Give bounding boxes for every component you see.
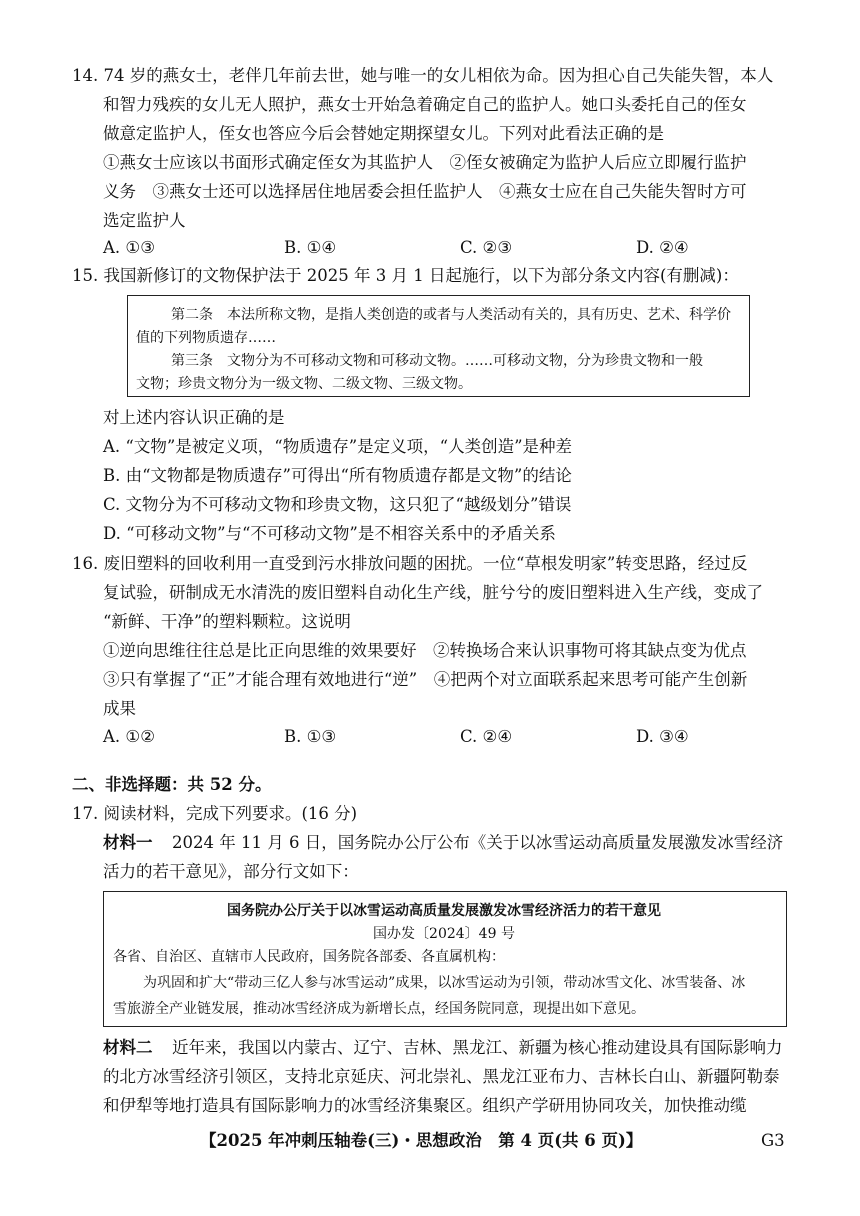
q16-line-5: ③只有掌握了“正”才能合理有效地进行“逆” ④把两个对立面联系起来思考可能产生创新 — [103, 670, 748, 689]
q17-stem: 17. 阅读材料，完成下列要求。(16 分) — [72, 804, 358, 823]
q17-document-title: 国务院办公厅关于以冰雪运动高质量发展激发冰雪经济活力的若干意见 — [227, 903, 661, 919]
q16-option-b: B. ①③ — [284, 727, 337, 746]
q15-box-line-3: 第三条 文物分为不可移动文物和可移动文物。……可移动文物，分为珍贵文物和一般 — [171, 353, 703, 369]
q15-box-line-4: 文物；珍贵文物分为一级文物、二级文物、三级文物。 — [136, 376, 472, 392]
q17-material-1-line-2: 活力的若干意见》，部分行文如下： — [103, 862, 359, 881]
q16-option-a: A. ①② — [103, 727, 155, 746]
q14-option-b: B. ①④ — [284, 238, 337, 257]
q14-option-d: D. ②④ — [636, 238, 689, 257]
q15-option-b: B. 由“文物都是物质遗存”可得出“所有物质遗存都是文物”的结论 — [103, 466, 572, 485]
q17-document-body-line-2: 雪旅游全产业链发展，推动冰雪经济成为新增长点，经国务院同意，现提出如下意见。 — [113, 1001, 645, 1017]
q14-line-1: 14. 74 岁的燕女士，老伴几年前去世，她与唯一的女儿相依为命。因为担心自己失能失智，本人 — [72, 66, 774, 85]
q14-line-5: 义务 ③燕女士还可以选择居住地居委会担任监护人 ④燕女士应在自己失能失智时方可 — [103, 182, 747, 201]
q17-material-1-line-1: 2024 年 11 月 6 日，国务院办公厅公布《关于以冰雪运动高质量发展激发冰雪经济 — [172, 833, 784, 852]
q14-option-c: C. ②③ — [460, 238, 513, 257]
q15-box-line-2: 值的下列物质遗存…… — [136, 330, 276, 346]
paper-code: G3 — [761, 1131, 785, 1150]
section-heading: 二、非选择题：共 52 分。 — [72, 775, 272, 794]
q16-line-4: ①逆向思维往往总是比正向思维的效果要好 ②转换场合来认识事物可将其缺点变为优点 — [103, 641, 747, 660]
q14-line-2: 和智力残疾的女儿无人照护，燕女士开始急着确定自己的监护人。她口头委托自己的侄女 — [103, 95, 747, 114]
q17-material-2-line-2: 的北方冰雪经济引领区，支持北京延庆、河北崇礼、黑龙江亚布力、吉林长白山、新疆阿勒泰 — [103, 1067, 780, 1086]
q17-material-2-label: 材料二 — [103, 1038, 153, 1057]
q17-document-number: 国办发〔2024〕49 号 — [373, 926, 515, 942]
q16-line-3: “新鲜、干净”的塑料颗粒。这说明 — [103, 612, 351, 631]
q15-option-a: A. “文物”是被定义项，“物质遗存”是定义项，“人类创造”是种差 — [103, 437, 573, 456]
q17-material-2-line-1: 近年来，我国以内蒙古、辽宁、吉林、黑龙江、新疆为核心推动建设具有国际影响力 — [172, 1038, 783, 1057]
page-footer: 【2025 年冲刺压轴卷(三)・思想政治 第 4 页(共 6 页)】 — [200, 1131, 643, 1150]
q17-material-1-label: 材料一 — [103, 833, 153, 852]
q15-option-c: C. 文物分为不可移动文物和珍贵文物，这只犯了“越级划分”错误 — [103, 495, 572, 514]
q16-line-2: 复试验，研制成无水清洗的废旧塑料自动化生产线，脏兮兮的废旧塑料进入生产线，变成了 — [103, 583, 763, 602]
q14-line-4: ①燕女士应该以书面形式确定侄女为其监护人 ②侄女被确定为监护人后应立即履行监护 — [103, 153, 747, 172]
q14-option-a: A. ①③ — [103, 238, 155, 257]
q16-option-d: D. ③④ — [636, 727, 689, 746]
q15-stem: 15. 我国新修订的文物保护法于 2025 年 3 月 1 日起施行，以下为部分条文内容(有删减)： — [72, 266, 739, 285]
q17-material-2-line-3: 和伊犁等地打造具有国际影响力的冰雪经济集聚区。组织产学研用协同攻关，加快推动缆 — [103, 1096, 747, 1115]
q17-document-addressee: 各省、自治区、直辖市人民政府，国务院各部委、各直属机构： — [113, 949, 505, 965]
q14-line-3: 做意定监护人，侄女也答应今后会替她定期探望女儿。下列对此看法正确的是 — [103, 124, 664, 143]
q16-line-1: 16. 废旧塑料的回收利用一直受到污水排放问题的困扰。一位“草根发明家”转变思路，经过反 — [72, 554, 748, 573]
q15-option-d: D. “可移动文物”与“不可移动文物”是不相容关系中的矛盾关系 — [103, 524, 556, 543]
q15-question: 对上述内容认识正确的是 — [103, 408, 285, 427]
q16-option-c: C. ②④ — [460, 727, 513, 746]
q16-line-6: 成果 — [103, 699, 136, 718]
q15-box-line-1: 第二条 本法所称文物，是指人类创造的或者与人类活动有关的，具有历史、艺术、科学价 — [171, 307, 731, 323]
q17-document-body-line-1: 为巩固和扩大“带动三亿人参与冰雪运动”成果，以冰雪运动为引领，带动冰雪文化、冰雪装备、冰 — [143, 975, 746, 991]
q14-line-6: 选定监护人 — [103, 211, 186, 230]
